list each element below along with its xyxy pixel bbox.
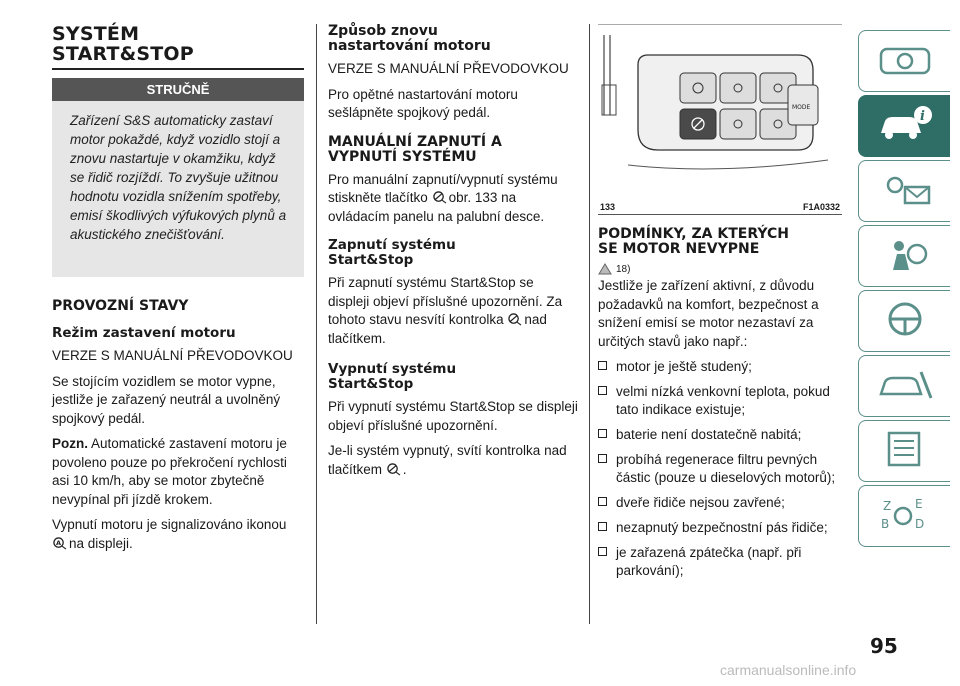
list-item-text: dveře řidiče nejsou zavřené; xyxy=(616,495,785,510)
figure-caption xyxy=(598,200,842,215)
conditions-list xyxy=(598,358,840,580)
subsection-title: Režim zastavení motoru xyxy=(52,325,236,341)
paragraph: Pro opětné nastartování motoru sešlápněte spojkový pedál. xyxy=(328,86,518,120)
heading-conditions xyxy=(598,227,840,257)
car-dashboard-tab[interactable] xyxy=(858,30,950,92)
text-part: Při zapnutí systému Start&Stop se displeji objeví příslušné upozornění. Za tohoto stavu nesvítí kontrolka xyxy=(328,275,563,327)
svg-text:E: E xyxy=(914,496,923,511)
text-part: Vypnutí motoru je signalizováno ikonou xyxy=(52,517,287,532)
figure-code: F1A0332 xyxy=(802,202,840,212)
car-tools-tab[interactable] xyxy=(858,355,950,417)
svg-text:A: A xyxy=(56,538,62,547)
column-divider-1 xyxy=(316,24,317,624)
footer-watermark: carmanualsonline.info xyxy=(720,662,857,678)
gearbox-label: VERZE S MANUÁLNÍ PŘEVODOVKOU xyxy=(328,61,569,76)
chapter-tabs xyxy=(858,30,950,550)
document-list-icon xyxy=(875,429,935,474)
checkbox-bullet-icon xyxy=(598,386,607,395)
heading-line: MANUÁLNÍ ZAPNUTÍ A xyxy=(328,133,502,150)
svg-text:D: D xyxy=(914,516,924,531)
start-stop-icon xyxy=(432,191,447,204)
page-title xyxy=(52,24,304,64)
checkbox-bullet-icon xyxy=(598,429,607,438)
list-item xyxy=(598,519,840,537)
heading-line: nastartování motoru xyxy=(328,38,491,54)
section-title: PROVOZNÍ STAVY xyxy=(52,298,189,314)
list-item-text: je zařazená zpátečka (např. při parkování); xyxy=(616,545,802,578)
warning-reference xyxy=(598,263,840,275)
svg-text:Z: Z xyxy=(882,498,891,513)
text-part: obr. 133 na ovládacím panelu na palubní desce. xyxy=(328,190,545,224)
paragraph: Jestliže je zařízení aktivní, z důvodu požadavků na komfort, bezpečnost a snížení emisí se motor nezastaví za určitých stavů jako např.: xyxy=(598,278,819,349)
note-paragraph xyxy=(52,435,304,509)
control-panel-illustration xyxy=(598,25,842,195)
list-item xyxy=(598,383,840,419)
paragraph-enable xyxy=(328,274,578,348)
note-text: Automatické zastavení motoru je povoleno pouze po překročení rychlosti asi 10 km/h, aby se motor zbytečně nevypínal při jízdě krokem. xyxy=(52,436,287,507)
list-item xyxy=(598,494,840,512)
text-part: Pro manuální zapnutí/vypnutí systému stiskněte tlačítko xyxy=(328,171,558,205)
list-item-text: probíhá regenerace filtru pevných částic (pouze u dieselových motorů); xyxy=(616,452,836,485)
heading-enable xyxy=(328,238,578,268)
list-item xyxy=(598,426,840,444)
paragraph: Při vypnutí systému Start&Stop se displeji objeví příslušné upozornění. xyxy=(328,399,578,433)
paragraph-icon xyxy=(52,516,304,553)
list-item-text: motor je ještě studený; xyxy=(616,359,752,374)
summary-text: Zařízení S&S automaticky zastaví motor pokaždé, když vozidlo stojí a znovu nastartuje v okamžiku, když se řidič rozjíždí. To zvyšuje užitnou hodnotu vozidla snížením spotřeby, emisí škodlivých výfukových plynů a akustického znečišťování. xyxy=(52,101,304,277)
list-item xyxy=(598,451,840,487)
heading-line: Zapnutí systému xyxy=(328,237,456,253)
svg-text:B: B xyxy=(880,516,889,531)
checkbox-bullet-icon xyxy=(598,361,607,370)
light-mail-tab[interactable] xyxy=(858,160,950,222)
heading-line: VYPNUTÍ SYSTÉMU xyxy=(328,148,477,165)
text-part: . xyxy=(402,461,407,477)
title-rule xyxy=(52,68,304,70)
figure-number: 133 xyxy=(600,202,616,212)
svg-text:i: i xyxy=(919,108,925,124)
gearbox-label: VERZE S MANUÁLNÍ PŘEVODOVKOU xyxy=(52,348,293,363)
heading-line: Vypnutí systému xyxy=(328,361,457,377)
airbag-tab[interactable] xyxy=(858,225,950,287)
checkbox-bullet-icon xyxy=(598,547,607,556)
note-label: Pozn. xyxy=(52,436,88,451)
list-item-text: nezapnutý bezpečnostní pás řidiče; xyxy=(616,520,828,535)
airbag-icon xyxy=(875,234,935,279)
start-stop-a-icon xyxy=(52,537,67,550)
mode-label: MODE xyxy=(792,104,811,111)
index-letters-tab[interactable] xyxy=(858,485,950,547)
car-tools-icon xyxy=(875,364,935,409)
heading-line: SE MOTOR NEVYPNE xyxy=(598,241,760,257)
heading-manual xyxy=(328,135,578,165)
index-letters-icon xyxy=(875,494,935,539)
page-number: 95 xyxy=(870,634,898,658)
checkbox-bullet-icon xyxy=(598,454,607,463)
heading-line: Start&Stop xyxy=(328,252,414,268)
paragraph-button xyxy=(328,171,578,227)
heading-line: Způsob znovu xyxy=(328,23,438,39)
steering-wheel-tab[interactable] xyxy=(858,290,950,352)
column-1 xyxy=(52,18,304,560)
light-mail-icon xyxy=(875,169,935,214)
car-info-tab[interactable] xyxy=(858,95,950,157)
warning-triangle-icon xyxy=(598,263,612,275)
column-divider-2 xyxy=(589,24,590,624)
text-part: nad tlačítkem. xyxy=(328,312,547,346)
list-item-text: baterie není dostatečně nabitá; xyxy=(616,427,802,442)
list-item-text: velmi nízká venkovní teplota, pokud tato indikace existuje; xyxy=(616,384,830,417)
list-item xyxy=(598,544,840,580)
figure-control-panel xyxy=(598,24,842,213)
heading-line: Start&Stop xyxy=(328,376,414,392)
checkbox-bullet-icon xyxy=(598,522,607,531)
paragraph-disable xyxy=(328,442,578,479)
heading-restart xyxy=(328,24,578,54)
document-list-tab[interactable] xyxy=(858,420,950,482)
heading-line: PODMÍNKY, ZA KTERÝCH xyxy=(598,226,789,242)
column-2 xyxy=(328,18,578,486)
title-line-1: SYSTÉM xyxy=(52,23,140,45)
paragraph: Se stojícím vozidlem se motor vypne, jestliže je zařazený neutrál a uvolněný spojkový pedál. xyxy=(52,373,281,426)
title-line-2: START&STOP xyxy=(52,43,194,65)
summary-header: STRUČNĚ xyxy=(52,78,304,101)
heading-disable xyxy=(328,362,578,392)
car-dashboard-icon xyxy=(877,39,933,84)
warning-ref-number: 18) xyxy=(616,263,631,275)
car-info-icon xyxy=(875,103,935,150)
start-stop-icon xyxy=(386,463,401,476)
start-stop-icon xyxy=(507,313,522,326)
list-item xyxy=(598,358,840,376)
text-part: na displeji. xyxy=(69,535,133,551)
column-3 xyxy=(598,24,840,587)
text-part: Je-li systém vypnutý, svítí kontrolka nad tlačítkem xyxy=(328,443,567,477)
steering-wheel-icon xyxy=(875,299,935,344)
checkbox-bullet-icon xyxy=(598,497,607,506)
